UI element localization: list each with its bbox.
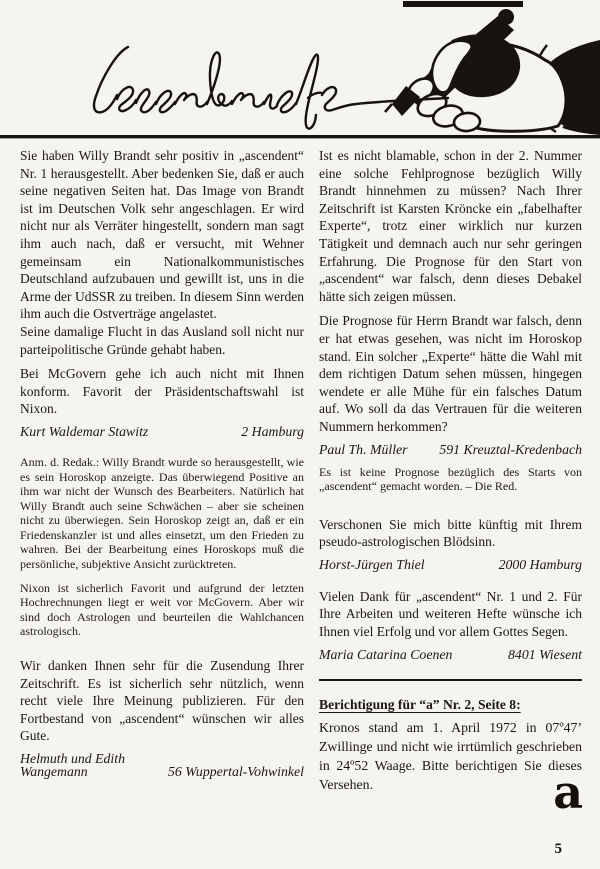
correction-divider xyxy=(319,679,582,681)
signature xyxy=(319,556,582,573)
top-frame-bar xyxy=(403,1,523,7)
editor-note xyxy=(20,455,304,639)
letter-paragraph: Verschonen Sie mich bitte künftig mit Ihrem pseudo-astrologischen Blödsinn. xyxy=(319,516,582,550)
leserbriefe-script xyxy=(94,47,448,129)
correction-heading: Berichtigung für “a” Nr. 2, Seite 8: xyxy=(319,696,521,712)
signature-name: Kurt Waldemar Stawitz xyxy=(20,423,149,439)
editor-note-paragraph: Anm. d. Redak.: Willy Brandt wurde so herausgestellt, wie es sein Horoskop anzeigte. Das überwiegend Positive an ihm war nicht der Wunsch des Bearbeiters. Natürlich hat Willy Brandt auch seine Schwächen – aber sie scheinen nicht zu überwiegen. Sein Horoskop zeigt an, daß er ein Friedenskanzler ist und alles einsetzt, um den Frieden zu wahren. Bei der Bearbeitung eines Horoskops muß die persönliche, subjektive Ansicht zurücktreten. xyxy=(20,454,304,572)
signature xyxy=(20,423,304,440)
signature-location: 56 Wuppertal-Vohwinkel xyxy=(167,764,304,779)
signature xyxy=(20,763,304,780)
letter-paragraph: Ist es nicht blamable, schon in der 2. Nummer eine solche Fehlprognose bezüglich Willy Brandt hinnehmen zu müssen? Nach Ihrer Zeitschrift ist Karsten Kröncke ein „fabelhafter Experte“, trotz einer wirklich nur kurzen Tätigkeit und demnach auch nur sehr geringen Erfahrung. Die Prognose für den Start von „ascendent“ war falsch, denn dieses Debakel hätte sich zeigen müssen. xyxy=(319,148,582,304)
header-rule xyxy=(0,135,600,138)
signature-name: Paul Th. Müller xyxy=(319,441,408,457)
letter-mueller xyxy=(319,147,582,494)
column-left xyxy=(20,147,304,794)
letter-paragraph: Sie haben Willy Brandt sehr positiv in „ascendent“ Nr. 1 herausgestellt. Aber bedenken Sie, daß er auch seine negativen Seiten hat. Das Image von Brandt ist im Deutschen Volk sehr angeschlagen. Er wird nicht nur als Verräter hingestellt, sondern man sagt ihm auch nach, daß er versucht, mit Wehner gemeinsam ein Nationalkommunistisches Deutschland aufzubauen und gewillt ist, uns in die Arme der UdSSR zu treiben. In diesem Sinn werden ihm auch die Ostverträge angelastet. xyxy=(20,148,304,322)
signature-name: Wangemann xyxy=(20,764,88,779)
letters-columns xyxy=(20,147,582,819)
letter-coenen xyxy=(319,588,582,663)
page-number: 5 xyxy=(554,841,562,857)
letter-stawitz xyxy=(20,147,304,440)
letter-thiel xyxy=(319,516,582,573)
letter-paragraph: Bei McGovern gehe ich auch nicht mit Ihnen konform. Favorit der Präsidentschaftswahl ist Nixon. xyxy=(20,366,304,417)
signature-location: 591 Kreuztal-Kredenbach xyxy=(439,441,582,457)
signature-location: 2000 Hamburg xyxy=(498,556,582,572)
signature-name: Helmuth und Edith xyxy=(20,751,125,766)
signature-name: Maria Catarina Coenen xyxy=(319,646,453,662)
letter-paragraph: Die Prognose für Herrn Brandt war falsch, denn er hat etwas gesehen, was nicht im Horoskop stand. Ein solcher „Experte“ hätte die Wahl mit dem richtigen Datum sehen müssen, hingegen wendete er alle Mühe für ein falsches Datum auf. Wo soll da das Vertrauen für die weiteren Nummern herkommen? xyxy=(319,313,582,434)
correction-notice xyxy=(319,679,582,819)
hand-with-pen-illustration xyxy=(0,0,600,142)
signature-location: 2 Hamburg xyxy=(241,423,304,439)
letter-paragraph: Seine damalige Flucht in das Ausland soll nicht nur parteipolitische Gründe gehabt haben. xyxy=(20,323,304,357)
page-header xyxy=(0,0,600,142)
column-right xyxy=(319,147,582,819)
correction-body: Kronos stand am 1. April 1972 in 07º47’ Zwillinge und nicht wie irrtümlich geschrieben in 24º52 Waage. Bitte berichtigen Sie dieses Versehen. xyxy=(319,719,582,792)
letter-paragraph: Wir danken Ihnen sehr für die Zusendung Ihrer Zeitschrift. Es ist sicherlich sehr nützlich, wenn recht viele Ihre Meinung publizieren. Für den Fortbestand von „ascendent“ wünschen wir alles Gute. xyxy=(20,658,304,744)
ascendent-logo: a xyxy=(553,764,582,819)
letter-wangemann xyxy=(20,657,304,780)
signature-location: 8401 Wiesent xyxy=(508,646,582,662)
editor-reply: Es ist keine Prognose bezüglich des Starts von „ascendent“ gemacht worden. – Die Red. xyxy=(319,464,582,494)
signature xyxy=(319,441,582,458)
editor-note-paragraph: Nixon ist sicherlich Favorit und aufgrund der letzten Hochrechnungen liegt er weit vor McGovern. Aber wir sind doch Astrologen und beurteilen die Wahlchancen astrologisch. xyxy=(20,580,304,639)
signature xyxy=(319,646,582,663)
letter-paragraph: Vielen Dank für „ascendent“ Nr. 1 und 2. Für Ihre Arbeiten und weiteren Hefte wünsche ich Ihnen viel Erfolg und vor allem Gottes Segen. xyxy=(319,588,582,640)
signature-name: Horst-Jürgen Thiel xyxy=(319,556,425,572)
